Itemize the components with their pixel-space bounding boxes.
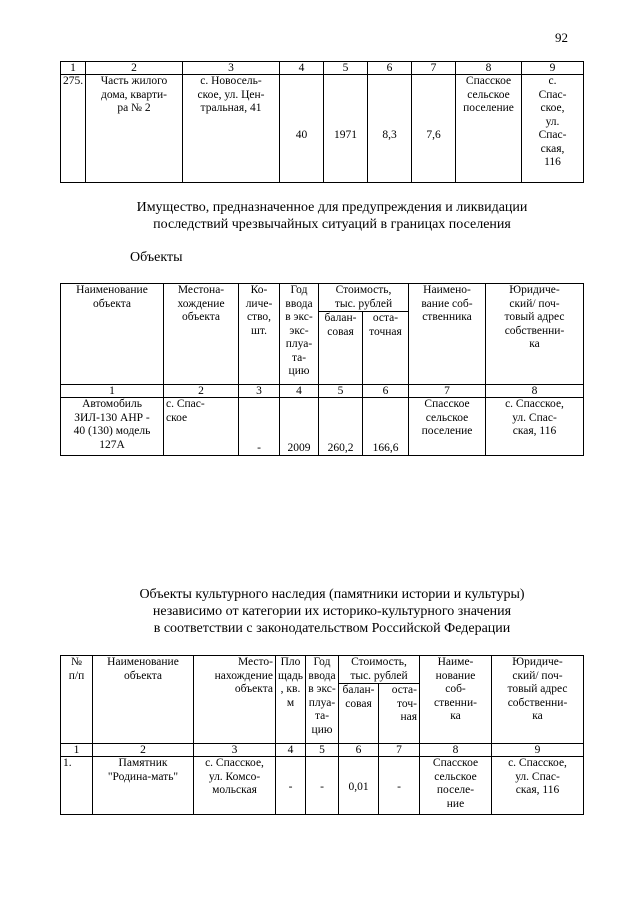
table-residential [60, 61, 584, 183]
col-number: 5 [324, 62, 368, 75]
owner-address: с. Спас- ское, ул. Спас- ская, 116 [522, 75, 584, 183]
header-owner: Наиме- нование соб- ственни- ка [420, 656, 492, 744]
table-cultural-heritage [60, 655, 584, 815]
object-location: с. Новосель- ское, ул. Цен- тральная, 41 [183, 75, 280, 183]
col-number: 8 [420, 744, 492, 757]
header-name: Наименование объекта [93, 656, 194, 744]
table-row [61, 398, 584, 456]
col-number: 4 [280, 385, 319, 398]
col-number: 6 [368, 62, 412, 75]
header-location: Местона- хождение объекта [164, 284, 239, 385]
heading-line: последствий чрезвычайных ситуаций в границах поселения [153, 217, 511, 232]
header-quantity: Ко- личе- ство, шт. [239, 284, 280, 385]
object-name: Автомобиль ЗИЛ-130 АНР - 40 (130) модель 127А [61, 398, 164, 456]
cell-col6: 8,3 [368, 75, 412, 183]
col-number: 8 [486, 385, 584, 398]
heading-line: независимо от категории их историко-культурного значения [152, 604, 512, 619]
header-cost: Стоимость, тыс. рублей [319, 284, 409, 312]
header-owner: Наимено- вание соб- ственника [409, 284, 486, 385]
object-quantity: - [239, 398, 280, 456]
cell-col5: 1971 [324, 75, 368, 183]
page-number: 92 [555, 30, 568, 45]
col-number: 6 [363, 385, 409, 398]
object-balance: 0,01 [339, 757, 379, 815]
heading-line: в соответствии с законодательством Российской Федерации [153, 621, 511, 636]
header-location: Место- нахождение объекта [194, 656, 276, 744]
table-emergency-objects [60, 283, 584, 456]
column-numbers-row [61, 744, 584, 757]
section-heading-emergency [60, 199, 604, 233]
header-year: Год ввода в экс- плуа- та- цию [306, 656, 339, 744]
object-year: 2009 [280, 398, 319, 456]
col-number: 7 [409, 385, 486, 398]
owner-name: Спасское сельское поселение [456, 75, 522, 183]
table-row [61, 75, 584, 183]
column-numbers-row [61, 385, 584, 398]
col-number: 9 [492, 744, 584, 757]
col-number: 3 [194, 744, 276, 757]
object-name: Памятник "Родина-мать" [93, 757, 194, 815]
object-residual: - [379, 757, 420, 815]
col-number: 4 [276, 744, 306, 757]
row-number: 275. [61, 75, 86, 183]
heading-line: Объекты культурного наследия (памятники истории и культуры) [139, 587, 525, 602]
subheading-objects: Объекты [130, 250, 183, 265]
object-location: с. Спасское, ул. Комсо- мольская [194, 757, 276, 815]
cell-col4: 40 [280, 75, 324, 183]
col-number: 2 [164, 385, 239, 398]
col-number: 5 [306, 744, 339, 757]
col-number: 9 [522, 62, 584, 75]
header-name: Наименование объекта [61, 284, 164, 385]
header-num: № п/п [61, 656, 93, 744]
column-numbers-row [61, 62, 584, 75]
header-balance: балан- совая [319, 312, 363, 385]
col-number: 7 [412, 62, 456, 75]
owner-name: Спасское сельское поселе- ние [420, 757, 492, 815]
header-residual: оста- точ- ная [379, 684, 420, 744]
header-address: Юридиче- ский/ поч- товый адрес собственни- ка [492, 656, 584, 744]
header-row [61, 656, 584, 684]
table-row [61, 757, 584, 815]
col-number: 1 [61, 744, 93, 757]
col-number: 2 [93, 744, 194, 757]
col-number: 7 [379, 744, 420, 757]
owner-address: с. Спасское, ул. Спас- ская, 116 [492, 757, 584, 815]
header-row [61, 284, 584, 312]
header-residual: оста- точная [363, 312, 409, 385]
object-area: - [276, 757, 306, 815]
header-cost: Стоимость, тыс. рублей [339, 656, 420, 684]
header-address: Юридиче- ский/ поч- товый адрес собственни- ка [486, 284, 584, 385]
col-number: 3 [183, 62, 280, 75]
object-residual: 166,6 [363, 398, 409, 456]
col-number: 3 [239, 385, 280, 398]
col-number: 1 [61, 385, 164, 398]
header-area: Пло щадь , кв. м [276, 656, 306, 744]
row-number: 1. [61, 757, 93, 815]
cell-col7: 7,6 [412, 75, 456, 183]
owner-name: Спасское сельское поселение [409, 398, 486, 456]
object-name: Часть жилого дома, кварти- ра № 2 [86, 75, 183, 183]
col-number: 4 [280, 62, 324, 75]
object-year: - [306, 757, 339, 815]
header-balance: балан- совая [339, 684, 379, 744]
col-number: 1 [61, 62, 86, 75]
section-heading-cultural [60, 586, 604, 637]
heading-line: Имущество, предназначенное для предупреждения и ликвидации [136, 200, 528, 215]
col-number: 6 [339, 744, 379, 757]
owner-address: с. Спасское, ул. Спас- ская, 116 [486, 398, 584, 456]
object-location: с. Спас- ское [164, 398, 239, 456]
header-year: Год ввода в экс- экс- плуа- та- цию [280, 284, 319, 385]
col-number: 5 [319, 385, 363, 398]
col-number: 8 [456, 62, 522, 75]
col-number: 2 [86, 62, 183, 75]
object-balance: 260,2 [319, 398, 363, 456]
